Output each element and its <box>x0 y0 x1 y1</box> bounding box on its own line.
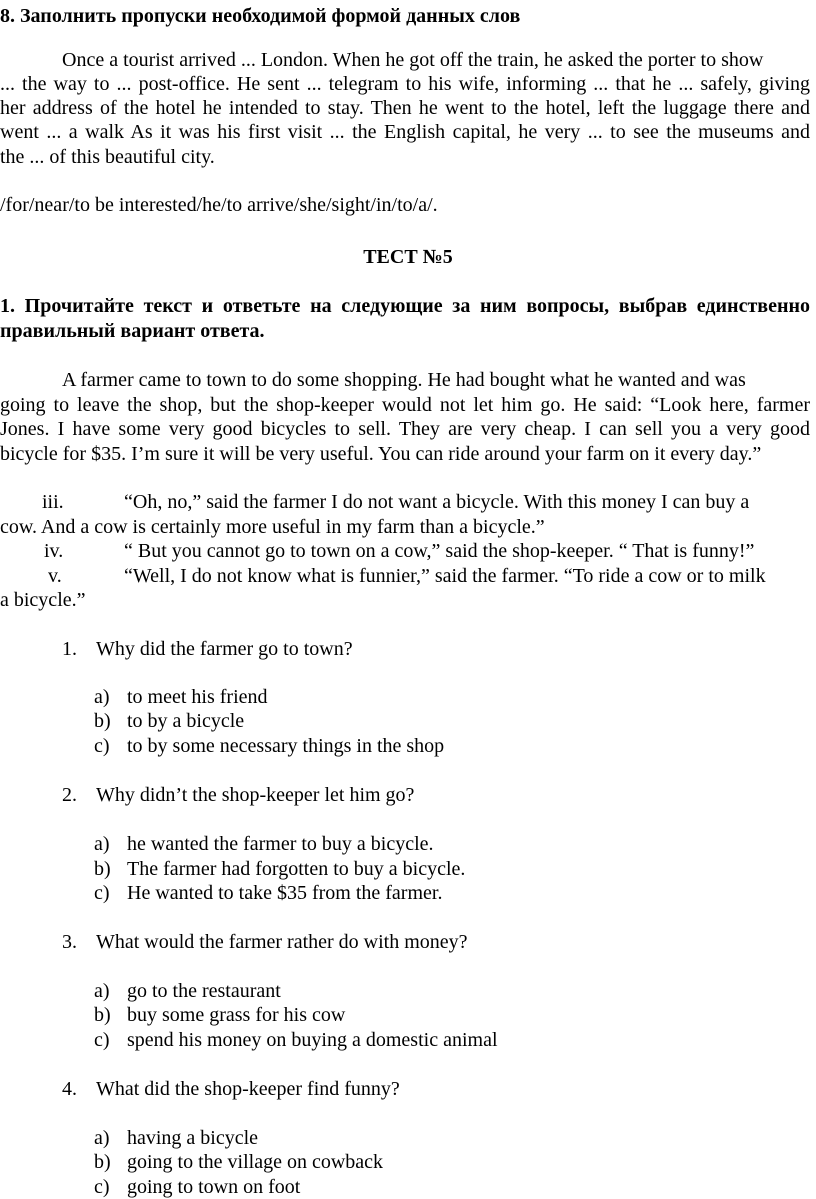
option-text: to by a bicycle <box>127 710 245 732</box>
dialog-line: “Oh, no,” said the farmer I do not want a bicycle. With this money I can buy a <box>124 491 750 513</box>
option-text: he wanted the farmer to buy a bicycle. <box>127 833 434 855</box>
option-text: The farmer had forgotten to buy a bicycle. <box>127 858 466 880</box>
option-text: to meet his friend <box>127 686 268 708</box>
question-number: 3. <box>62 931 77 953</box>
option-text: going to the village on cowback <box>127 1151 384 1173</box>
task8-text-line: her address of the hotel he intended to stay. Then he went to the hotel, left the luggage there and <box>0 97 810 119</box>
dialog-marker: iv. <box>44 540 64 562</box>
option-text: going to town on foot <box>127 1176 301 1198</box>
instruction-line: правильный вариант ответа. <box>0 320 265 342</box>
option-letter: c) <box>94 882 110 904</box>
question-text: What did the shop-keeper find funny? <box>96 1078 400 1100</box>
dialog-marker: v. <box>48 565 62 587</box>
dialog-line: a bicycle.” <box>0 589 86 611</box>
task8-text-line: Once a tourist arrived ... London. When he got off the train, he asked the porter to show <box>62 49 764 71</box>
option-text: go to the restaurant <box>127 980 281 1002</box>
story-line: Jones. I have some very good bicycles to sell. They are very cheap. I can sell you a very good <box>0 418 810 440</box>
task8-text-line: went ... a walk As it was his first visit ... the English capital, he very ... to see the museums and <box>0 121 810 143</box>
option-letter: a) <box>94 686 110 708</box>
task8-heading: 8. Заполнить пропуски необходимой формой данных слов <box>0 5 521 27</box>
story-line: A farmer came to town to do some shopping. He had bought what he wanted and was <box>62 369 746 391</box>
task8-text-line: the ... of this beautiful city. <box>0 146 215 168</box>
option-letter: c) <box>94 1029 110 1051</box>
story-line: bicycle for $35. I’m sure it will be very useful. You can ride around your farm on it every day.” <box>0 443 762 465</box>
word-bank: /for/near/to be interested/he/to arrive/she/sight/in/to/a/. <box>0 194 438 216</box>
option-letter: b) <box>94 710 111 732</box>
option-letter: b) <box>94 1004 111 1026</box>
option-text: to by some necessary things in the shop <box>127 735 445 757</box>
option-letter: b) <box>94 1151 111 1173</box>
option-text: He wanted to take $35 from the farmer. <box>127 882 443 904</box>
option-letter: a) <box>94 980 110 1002</box>
dialog-marker: iii. <box>42 491 64 513</box>
option-text: having a bicycle <box>127 1127 259 1149</box>
question-text: Why didn’t the shop-keeper let him go? <box>96 784 415 806</box>
dialog-line: “ But you cannot go to town on a cow,” said the shop-keeper. “ That is funny!” <box>124 540 755 562</box>
test-title: ТЕСТ №5 <box>363 246 453 268</box>
question-text: Why did the farmer go to town? <box>96 638 353 660</box>
dialog-line: cow. And a cow is certainly more useful in my farm than a bicycle.” <box>0 516 545 538</box>
question-number: 2. <box>62 784 77 806</box>
option-letter: a) <box>94 833 110 855</box>
option-letter: c) <box>94 735 110 757</box>
question-number: 4. <box>62 1078 77 1100</box>
option-text: spend his money on buying a domestic animal <box>127 1029 498 1051</box>
task8-text-line: ... the way to ... post-office. He sent ... telegram to his wife, informing ... that he ... safely, giving <box>0 73 810 95</box>
option-letter: c) <box>94 1176 110 1198</box>
story-line: going to leave the shop, but the shop-keeper would not let him go. He said: “Look here, farmer <box>0 394 810 416</box>
dialog-line: “Well, I do not know what is funnier,” said the farmer. “To ride a cow or to milk <box>124 565 766 587</box>
question-text: What would the farmer rather do with money? <box>96 931 468 953</box>
question-number: 1. <box>62 638 77 660</box>
option-letter: a) <box>94 1127 110 1149</box>
instruction-line: 1. Прочитайте текст и ответьте на следующие за ним вопросы, выбрав единственно <box>0 295 810 317</box>
option-text: buy some grass for his cow <box>127 1004 346 1026</box>
option-letter: b) <box>94 858 111 880</box>
